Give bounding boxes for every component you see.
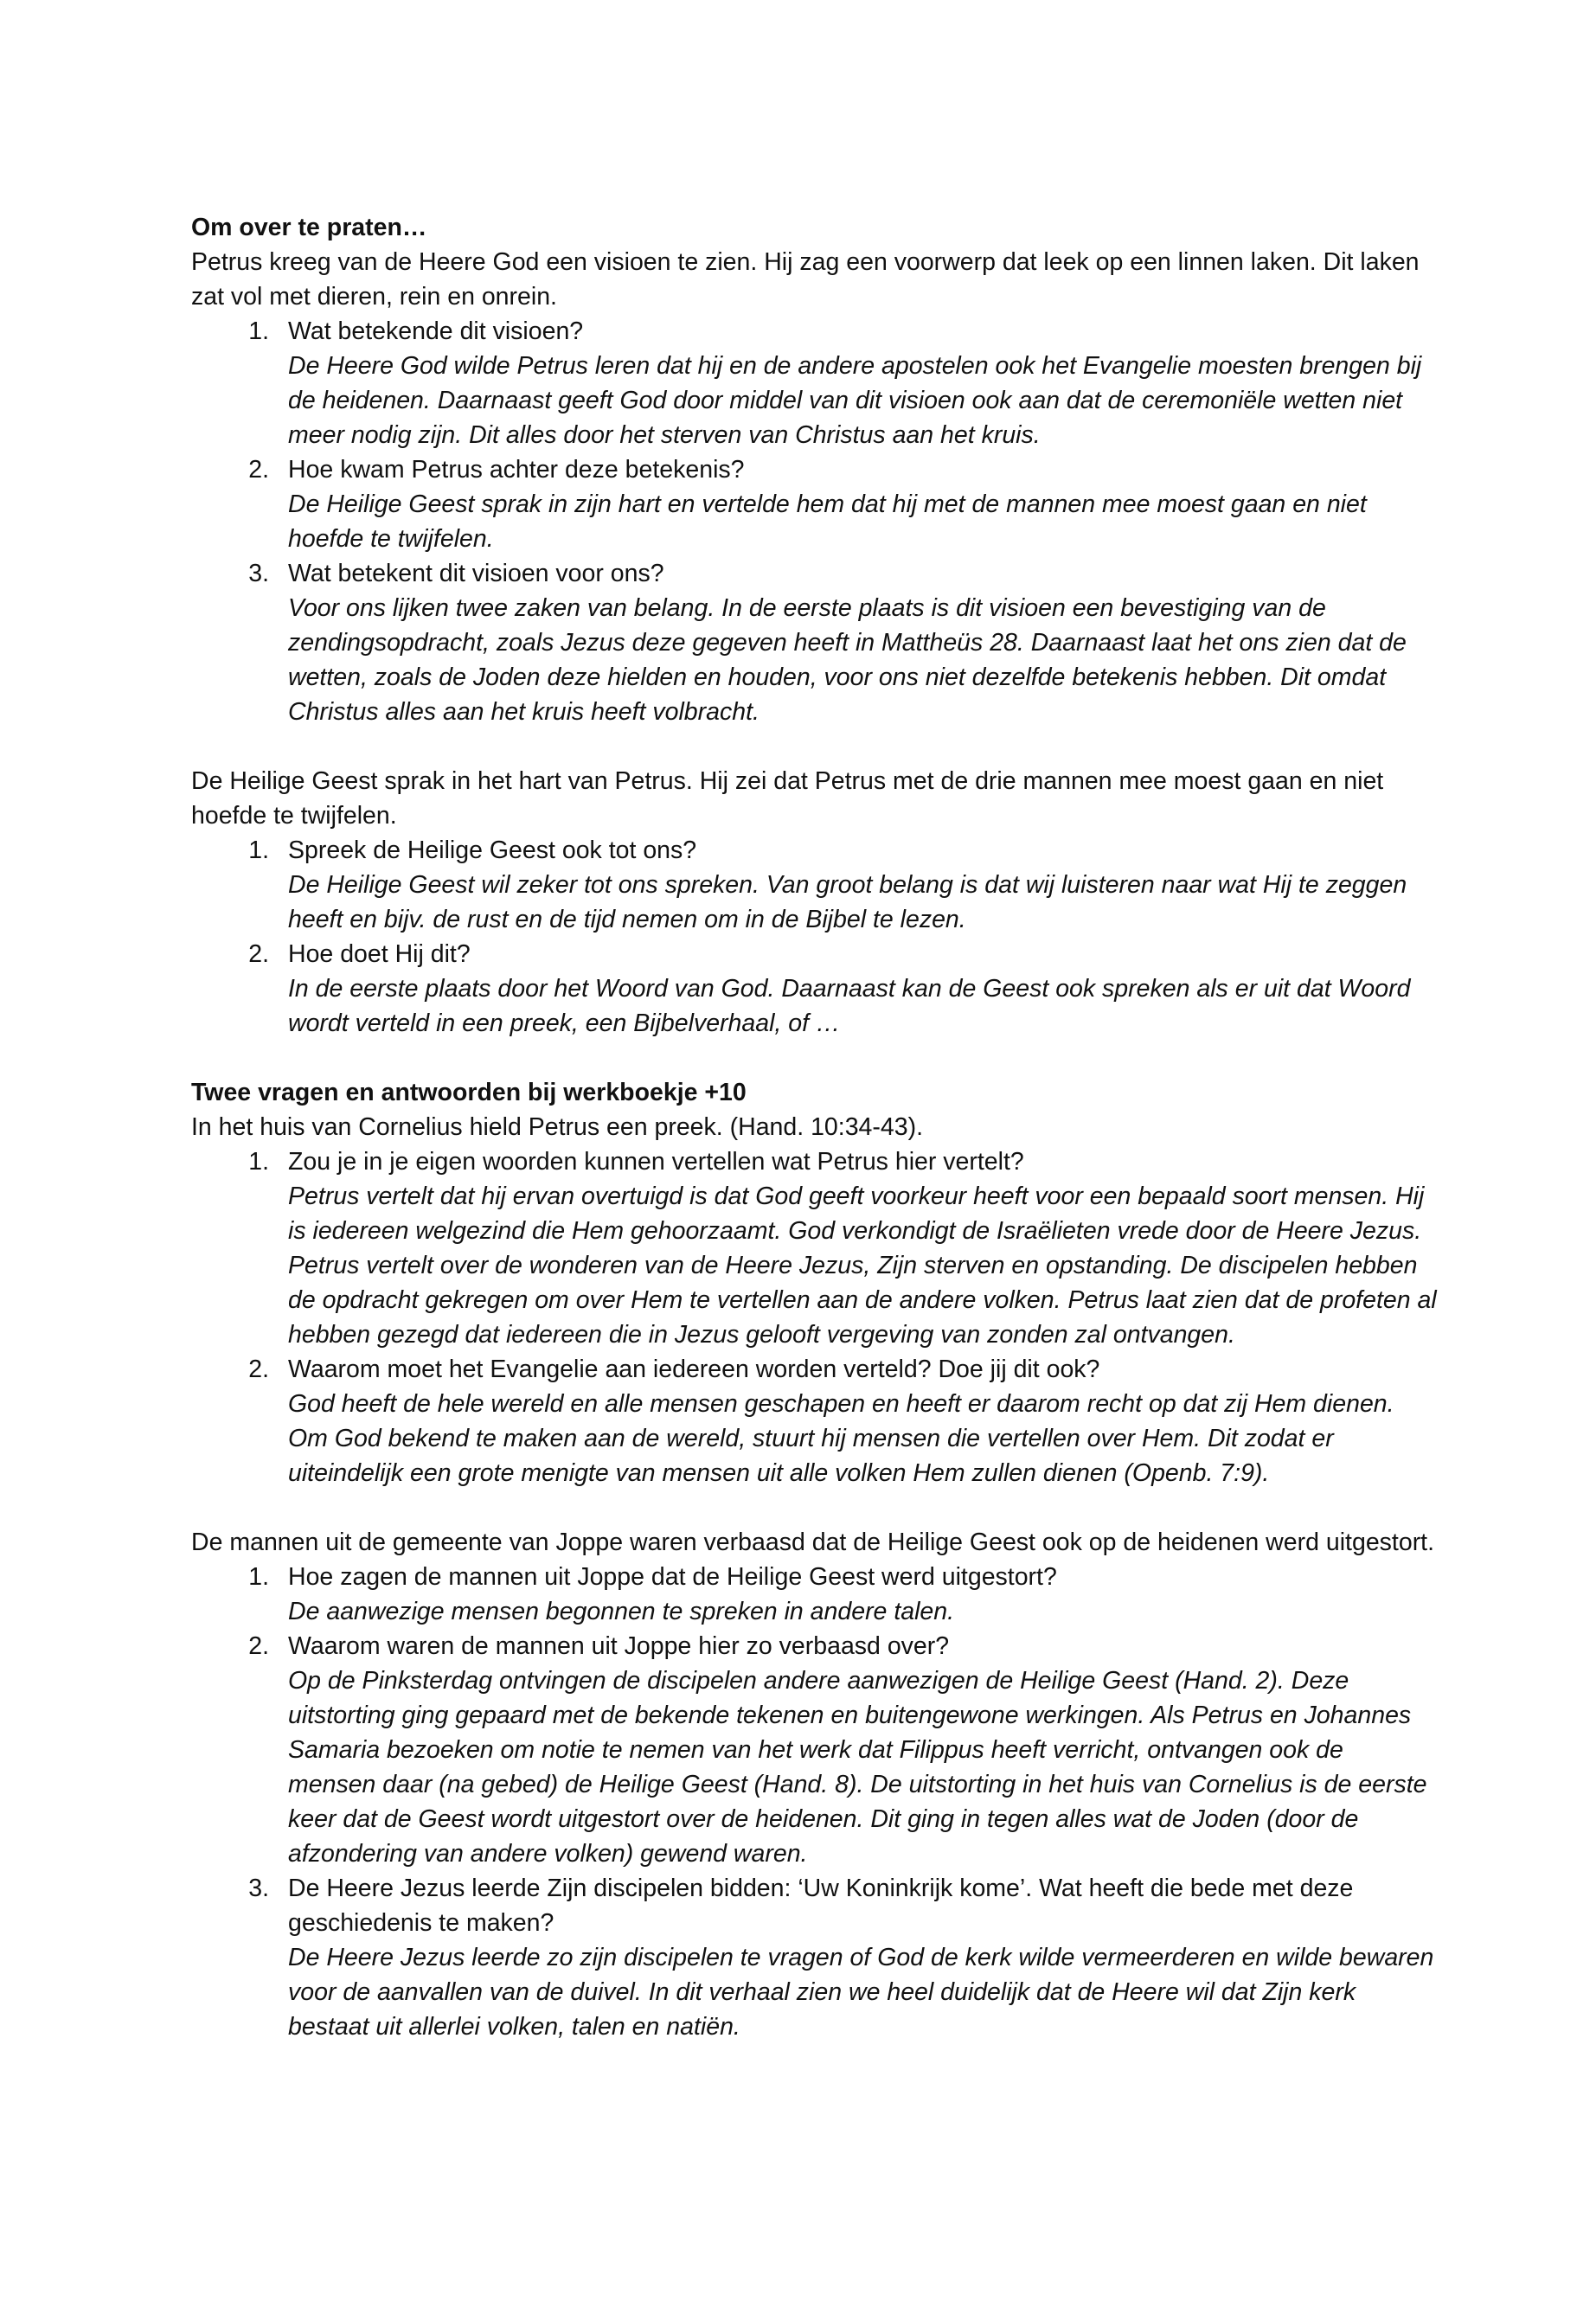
answer-text: De Heere God wilde Petrus leren dat hij en de andere apostelen ook het Evangelie moesten brengen bij de heidenen. Daarnaast geeft God door middel van dit visioen ook aan dat de ceremoniële wetten niet meer nodig zijn. Dit alles door het sterven van Christus aan het kruis. (288, 352, 1422, 449)
list-item (191, 937, 1437, 1041)
list-item (191, 833, 1437, 937)
spacer (191, 1041, 1437, 1075)
question-text: Waarom waren de mannen uit Joppe hier zo verbaasd over? (288, 1632, 950, 1660)
question-list (191, 1144, 1437, 1490)
list-item (191, 1871, 1437, 2044)
question-text: Wat betekende dit visioen? (288, 317, 584, 345)
item-number: 1. (248, 1148, 269, 1176)
answer-text: De aanwezige mensen begonnen te spreken in andere talen. (288, 1598, 955, 1625)
section-joppe (191, 1525, 1437, 2044)
section-intro: Petrus kreeg van de Heere God een visioen te zien. Hij zag een voorwerp dat leek op een linnen laken. Dit laken zat vol met dieren, rein en onrein. (191, 248, 1420, 311)
question-list (191, 314, 1437, 729)
answer-text: Voor ons lijken twee zaken van belang. In de eerste plaats is dit visioen een bevestiging van de zendingsopdracht, zoals Jezus deze gegeven heeft in Mattheüs 28. Daarnaast laat het ons zien dat de wetten, zoals de Joden deze hielden en houden, voor ons niet dezelfde betekenis hebben. Dit omdat Christus alles aan het kruis heeft volbracht. (288, 594, 1407, 726)
item-number: 2. (248, 1356, 269, 1383)
question-text: De Heere Jezus leerde Zijn discipelen bidden: ‘Uw Koninkrijk kome’. Wat heeft die bede met deze geschiedenis te maken? (288, 1875, 1354, 1937)
item-number: 2. (248, 456, 269, 484)
section-twee-vragen (191, 1075, 1437, 1490)
list-item (191, 1144, 1437, 1352)
list-item (191, 452, 1437, 556)
question-text: Wat betekent dit visioen voor ons? (288, 560, 664, 587)
section-intro: De Heilige Geest sprak in het hart van Petrus. Hij zei dat Petrus met de drie mannen mee moest gaan en niet hoefde te twijfelen. (191, 767, 1384, 830)
question-text: Hoe kwam Petrus achter deze betekenis? (288, 456, 745, 484)
answer-text: God heeft de hele wereld en alle mensen geschapen en heeft er daarom recht op dat zij Hem dienen. Om God bekend te maken aan de wereld, stuurt hij mensen die vertellen over Hem. Dit zodat er uiteindelijk een grote menigte van mensen uit alle volken Hem zullen dienen (Openb. 7:9). (288, 1390, 1394, 1487)
question-text: Waarom moet het Evangelie aan iedereen worden verteld? Doe jij dit ook? (288, 1356, 1100, 1383)
section-om-over-te-praten (191, 210, 1437, 729)
answer-text: Op de Pinksterdag ontvingen de discipelen andere aanwezigen de Heilige Geest (Hand. 2). Deze uitstorting ging gepaard met de bekende tekenen en buitengewone werkingen. Als Petrus en Johannes Samaria bezoeken om notie te nemen van het werk dat Filippus heeft verricht, ontvangen ook de mensen daar (na gebed) de Heilige Geest (Hand. 8). De uitstorting in het huis van Cornelius is de eerste keer dat de Geest wordt uitgestort over de heidenen. Dit ging in tegen alles wat de Joden (door de afzondering van andere volken) gewend waren. (288, 1667, 1427, 1868)
item-number: 2. (248, 1632, 269, 1660)
question-text: Zou je in je eigen woorden kunnen vertellen wat Petrus hier vertelt? (288, 1148, 1024, 1176)
question-list (191, 1560, 1437, 2044)
item-number: 3. (248, 560, 269, 587)
answer-text: De Heere Jezus leerde zo zijn discipelen te vragen of God de kerk wilde vermeerderen en wilde bewaren voor de aanvallen van de duivel. In dit verhaal zien we heel duidelijk dat de Heere wil dat Zijn kerk bestaat uit allerlei volken, talen en natiën. (288, 1944, 1434, 2041)
answer-text: De Heilige Geest wil zeker tot ons spreken. Van groot belang is dat wij luisteren naar wat Hij te zeggen heeft en bijv. de rust en de tijd nemen om in de Bijbel te lezen. (288, 871, 1407, 933)
list-item (191, 1629, 1437, 1871)
spacer (191, 729, 1437, 764)
item-number: 3. (248, 1875, 269, 1902)
section-heilige-geest (191, 764, 1437, 1041)
item-number: 1. (248, 317, 269, 345)
question-text: Spreek de Heilige Geest ook tot ons? (288, 836, 697, 864)
section-heading: Twee vragen en antwoorden bij werkboekje +10 (191, 1079, 747, 1106)
section-intro: In het huis van Cornelius hield Petrus een preek. (Hand. 10:34-43). (191, 1113, 923, 1141)
answer-text: Petrus vertelt dat hij ervan overtuigd is dat God geeft voorkeur heeft voor een bepaald soort mensen. Hij is iedereen welgezind die Hem gehoorzaamt. God verkondigt de Israëlieten vrede door de Heere Jezus. Petrus vertelt over de wonderen van de Heere Jezus, Zijn sterven en opstanding. De discipelen hebben de opdracht gekregen om over Hem te vertellen aan de andere volken. Petrus laat zien dat de profeten al hebben gezegd dat iedereen die in Jezus gelooft vergeving van zonden zal ontvangen. (288, 1183, 1437, 1349)
question-list (191, 833, 1437, 1041)
item-number: 1. (248, 1563, 269, 1591)
question-text: Hoe zagen de mannen uit Joppe dat de Heilige Geest werd uitgestort? (288, 1563, 1057, 1591)
answer-text: De Heilige Geest sprak in zijn hart en vertelde hem dat hij met de mannen mee moest gaan en niet hoefde te twijfelen. (288, 490, 1367, 553)
section-heading: Om over te praten… (191, 214, 427, 241)
answer-text: In de eerste plaats door het Woord van God. Daarnaast kan de Geest ook spreken als er uit dat Woord wordt verteld in een preek, een Bijbelverhaal, of … (288, 975, 1411, 1037)
list-item (191, 314, 1437, 452)
spacer (191, 1490, 1437, 1525)
document-page (191, 210, 1437, 2044)
item-number: 1. (248, 836, 269, 864)
section-intro: De mannen uit de gemeente van Joppe waren verbaasd dat de Heilige Geest ook op de heidenen werd uitgestort. (191, 1529, 1435, 1556)
list-item (191, 556, 1437, 729)
item-number: 2. (248, 940, 269, 968)
question-text: Hoe doet Hij dit? (288, 940, 471, 968)
list-item (191, 1560, 1437, 1629)
list-item (191, 1352, 1437, 1490)
